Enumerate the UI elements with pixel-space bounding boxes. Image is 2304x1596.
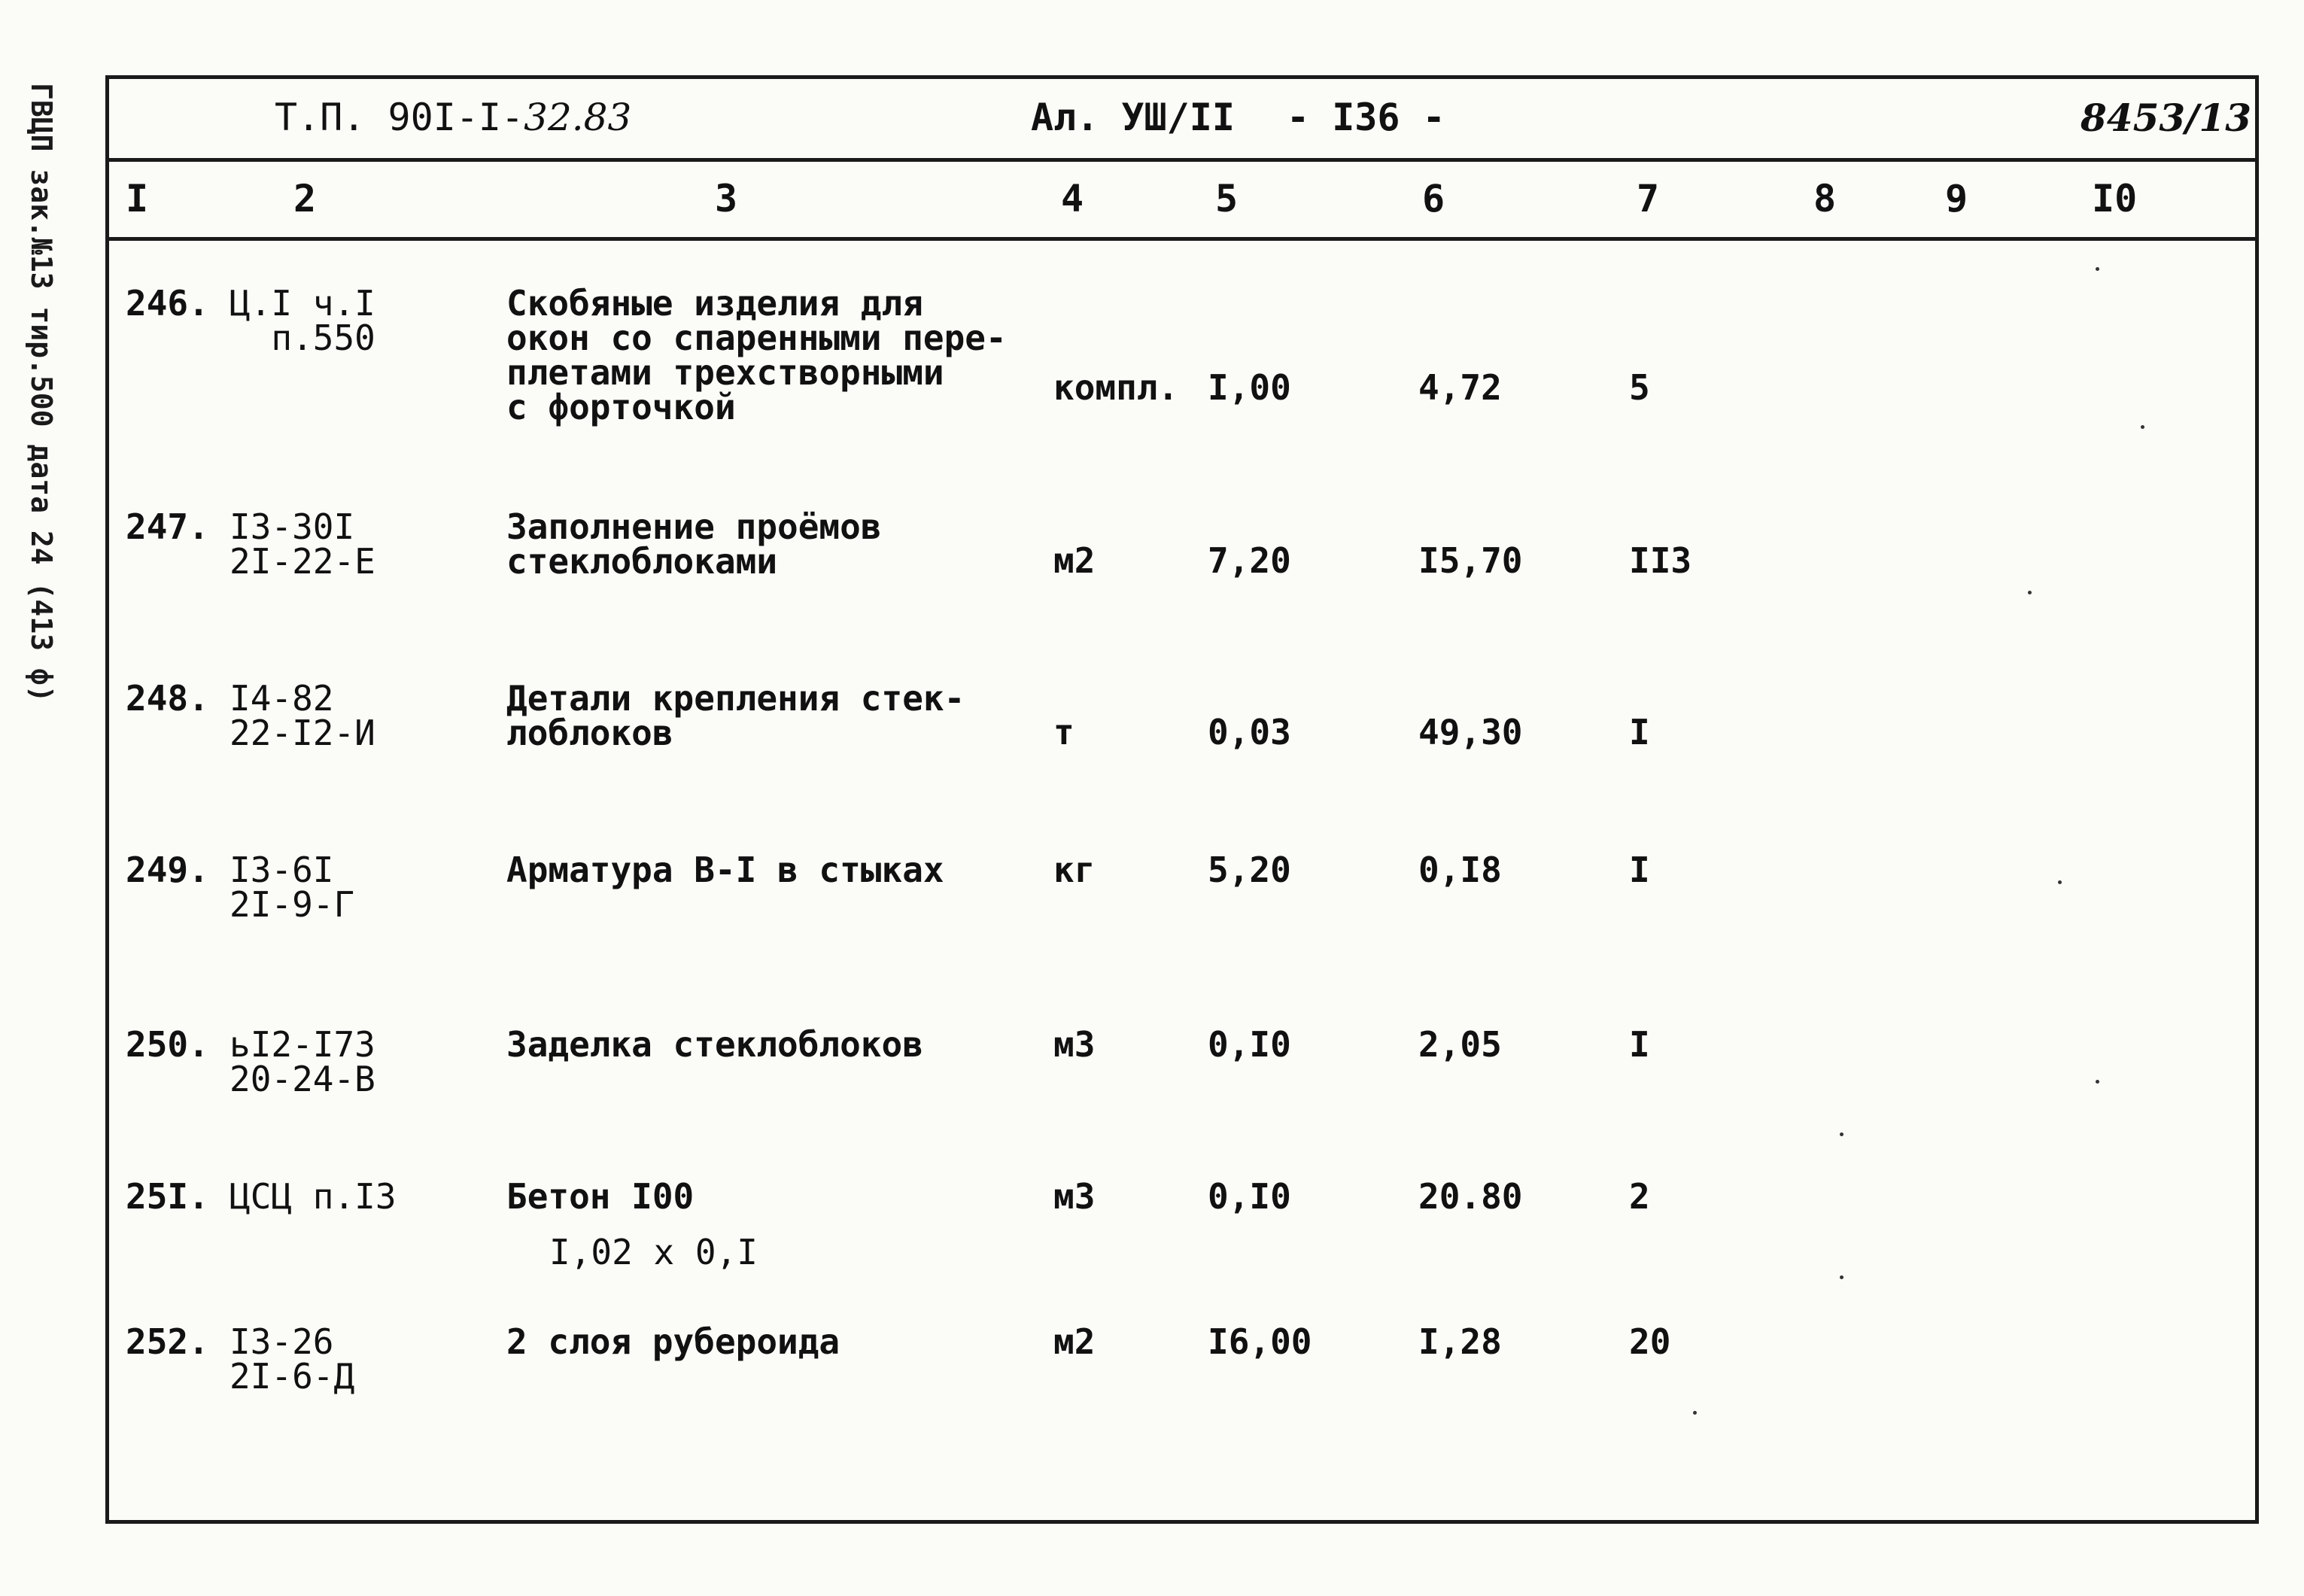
scan-speck <box>2096 1080 2099 1084</box>
quantity: I6,00 <box>1208 1321 1312 1362</box>
total-cost: 5 <box>1629 367 1650 408</box>
total-cost: I <box>1629 712 1650 752</box>
column-number: 8 <box>1813 177 1837 220</box>
project-code <box>275 96 631 139</box>
work-description: 2 слоя рубероида <box>506 1321 840 1362</box>
row-number: 25I. <box>126 1176 209 1217</box>
header-divider <box>109 158 2255 162</box>
column-number: 5 <box>1215 177 1239 220</box>
scan-speck <box>2058 880 2062 884</box>
rate-code: ЦСЦ п.I3 <box>229 1176 397 1217</box>
quantity: I,00 <box>1208 367 1291 408</box>
unit-price: I,28 <box>1418 1321 1502 1362</box>
inventory-number: 8453/13 <box>2081 96 2252 140</box>
column-number: 2 <box>293 177 317 220</box>
project-code-handwritten: 32.83 <box>524 96 632 139</box>
row-number: 248. <box>126 678 209 719</box>
unit-price: 49,30 <box>1418 712 1523 752</box>
rate-code: I3-30I 2I-22-Е <box>229 506 375 582</box>
work-description: Арматура В-I в стыках <box>506 850 944 890</box>
column-header-divider <box>109 237 2255 241</box>
total-cost: 2 <box>1629 1176 1650 1217</box>
formula-note: I,02 х 0,I <box>549 1232 758 1272</box>
unit: кг <box>1053 850 1096 890</box>
column-number: 6 <box>1422 177 1445 220</box>
total-cost: II3 <box>1629 540 1692 581</box>
total-cost: I <box>1629 850 1650 890</box>
rate-code: Ц.I ч.I п.550 <box>229 283 375 358</box>
unit: компл. <box>1053 367 1179 408</box>
work-description: Заделка стеклоблоков <box>506 1024 923 1065</box>
side-margin-stamp <box>25 83 87 703</box>
column-number: 3 <box>715 177 738 220</box>
scan-speck <box>1840 1132 1844 1136</box>
column-number: I <box>126 177 149 220</box>
work-description: Скобяные изделия для окон со спаренными пере- плетами трехстворными с форточкой <box>506 283 1007 427</box>
print-stamp-text: ГВЦП зак.№13 тир.500 дата 24 (413 ф) <box>25 83 58 703</box>
rate-code: ьI2-I73 20-24-В <box>229 1024 375 1099</box>
column-number: 7 <box>1637 177 1660 220</box>
page-number: - I36 - <box>1287 96 1445 139</box>
quantity: 7,20 <box>1208 540 1291 581</box>
work-description: Детали крепления стек- лоблоков <box>506 678 965 753</box>
scan-speck <box>1693 1411 1697 1415</box>
unit-price: 0,I8 <box>1418 850 1502 890</box>
row-number: 252. <box>126 1321 209 1362</box>
scan-speck <box>1840 1275 1844 1279</box>
scan-speck <box>2028 591 2032 594</box>
row-number: 249. <box>126 850 209 890</box>
unit-price: 4,72 <box>1418 367 1502 408</box>
unit: т <box>1053 712 1074 752</box>
unit-price: 20.80 <box>1418 1176 1523 1217</box>
unit: м2 <box>1053 540 1096 581</box>
unit-price: 2,05 <box>1418 1024 1502 1065</box>
project-code-prefix: Т.П. 90I-I- <box>275 96 524 139</box>
unit: м3 <box>1053 1024 1096 1065</box>
estimate-sheet <box>105 75 2259 1524</box>
quantity: 0,I0 <box>1208 1176 1291 1217</box>
total-cost: I <box>1629 1024 1650 1065</box>
rate-code: I3-26 2I-6-Д <box>229 1321 355 1397</box>
quantity: 0,03 <box>1208 712 1291 752</box>
work-description: Заполнение проёмов стеклоблоками <box>506 506 882 582</box>
unit-price: I5,70 <box>1418 540 1523 581</box>
work-description: Бетон I00 <box>506 1176 695 1217</box>
row-number: 250. <box>126 1024 209 1065</box>
row-number: 247. <box>126 506 209 547</box>
rate-code: I3-6I 2I-9-Г <box>229 850 355 925</box>
rate-code: I4-82 22-I2-И <box>229 678 375 753</box>
unit: м3 <box>1053 1176 1096 1217</box>
quantity: 0,I0 <box>1208 1024 1291 1065</box>
unit: м2 <box>1053 1321 1096 1362</box>
quantity: 5,20 <box>1208 850 1291 890</box>
column-number: I0 <box>2092 177 2138 220</box>
scan-speck <box>2141 425 2144 429</box>
total-cost: 20 <box>1629 1321 1671 1362</box>
scan-speck <box>2096 267 2099 271</box>
row-number: 246. <box>126 283 209 324</box>
column-number: 4 <box>1061 177 1084 220</box>
album-number: Ал. УШ/II <box>1031 96 1235 139</box>
column-number: 9 <box>1945 177 1968 220</box>
